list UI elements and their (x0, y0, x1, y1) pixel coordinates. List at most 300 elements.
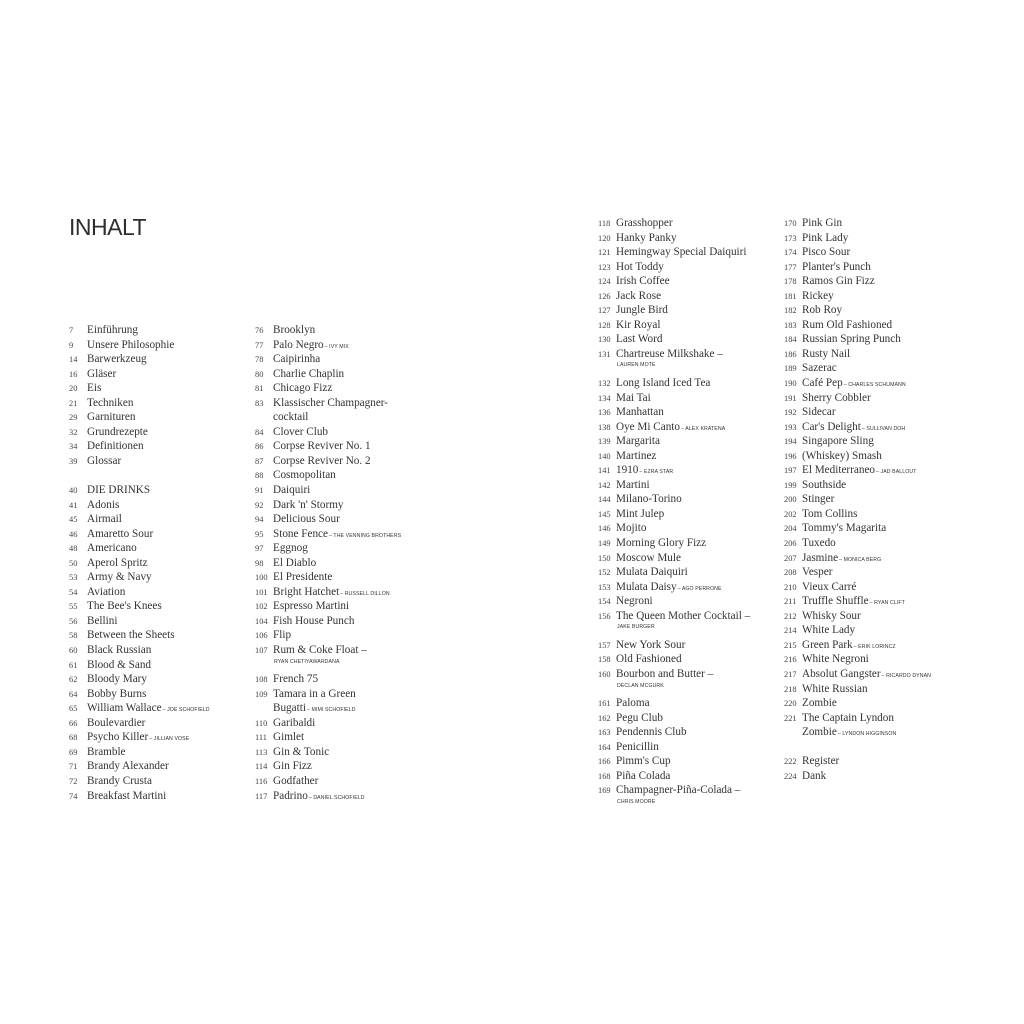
page-number: 191 (784, 393, 797, 403)
page-number: 86 (255, 442, 264, 452)
toc-entry (255, 397, 475, 412)
entry-title: Negroni (616, 595, 653, 608)
page-number: 29 (69, 413, 78, 423)
entry-title: Caipirinha (273, 353, 321, 366)
page-number: 142 (598, 480, 611, 490)
entry-title: Singapore Sling (802, 435, 874, 448)
page-number: 184 (784, 335, 797, 345)
entry-title: Rusty Nail (802, 347, 851, 360)
page-number: 134 (598, 393, 611, 403)
toc-entry (784, 566, 1004, 581)
entry-title: Jasmine (802, 551, 839, 564)
page-number: 21 (69, 398, 78, 408)
entry-title: Piña Colada (616, 769, 671, 782)
entry-title: Stinger (802, 493, 835, 506)
toc-entry (255, 644, 475, 659)
entry-title: Bright Hatchet (273, 585, 340, 598)
page-number: 174 (784, 248, 797, 258)
page-number: 190 (784, 379, 797, 389)
entry-title: Morning Glory Fizz (616, 537, 707, 550)
entry-title: Between the Sheets (87, 629, 175, 642)
page-number: 197 (784, 466, 797, 476)
page-number: 117 (255, 791, 268, 801)
toc-entry (784, 479, 1004, 494)
entry-title: Zombie (802, 697, 837, 710)
toc-entry (784, 450, 1004, 465)
entry-title-continued: Zombie (802, 726, 837, 739)
entry-title-continued: Bugatti (273, 702, 306, 715)
entry-title: Green Park (802, 638, 853, 651)
page-number: 120 (598, 233, 611, 243)
page-number: 9 (69, 340, 74, 350)
toc-entry (255, 426, 475, 441)
page-number: 161 (598, 699, 611, 709)
entry-title: Cosmopolitan (273, 469, 336, 482)
entry-title: Boulevardier (87, 716, 146, 729)
page-number: 153 (598, 582, 611, 592)
entry-title: Mojito (616, 522, 647, 535)
entry-title: Oye Mi Canto (616, 420, 681, 433)
entry-title: Last Word (616, 333, 663, 346)
toc-entry (784, 639, 1004, 654)
toc-entry (784, 624, 1004, 639)
page-number: 46 (69, 529, 78, 539)
entry-title: Irish Coffee (616, 275, 670, 288)
entry-title: 1910 (616, 464, 639, 477)
page-number: 224 (784, 771, 797, 781)
page-number: 204 (784, 524, 797, 534)
entry-title: Flip (273, 629, 292, 642)
entry-title: Pink Lady (802, 231, 849, 244)
entry-title: Register (802, 755, 840, 768)
entry-title: Grasshopper (616, 217, 673, 229)
toc-entry (784, 712, 1004, 727)
entry-title: Charlie Chaplin (273, 367, 345, 380)
page-number: 141 (598, 466, 611, 476)
page-number: 186 (784, 349, 797, 359)
page-number: 68 (69, 733, 78, 743)
entry-title: Gläser (87, 367, 117, 380)
page-number: 130 (598, 335, 611, 345)
page-number: 160 (598, 669, 611, 679)
toc-entry (255, 324, 475, 339)
page-number: 196 (784, 451, 797, 461)
page-number: 110 (255, 718, 268, 728)
entry-title: Glossar (87, 454, 122, 467)
toc-entry (784, 595, 1004, 610)
page-number: 20 (69, 384, 78, 394)
entry-title: Paloma (616, 697, 650, 710)
entry-title-continued: cocktail (273, 411, 309, 424)
toc-entry (784, 581, 1004, 596)
entry-title: Bloody Mary (87, 673, 147, 686)
page-number: 173 (784, 233, 797, 243)
page-number: 170 (784, 219, 797, 228)
page-number: 212 (784, 611, 797, 621)
page-number: 217 (784, 669, 797, 679)
toc-entry (255, 339, 475, 354)
entry-title: Psycho Killer (87, 731, 149, 744)
toc-entry (784, 392, 1004, 407)
entry-title: Rob Roy (802, 304, 843, 317)
page-number: 121 (598, 248, 611, 258)
entry-title: Corpse Reviver No. 2 (273, 454, 371, 467)
toc-entry (255, 717, 475, 732)
entry-title: Aviation (87, 585, 126, 598)
entry-title: Klassischer Champagner- (273, 396, 389, 409)
entry-title: Bobby Burns (87, 687, 147, 700)
entry-title: Pimm's Cup (616, 755, 671, 768)
page-number: 111 (255, 733, 267, 743)
section-gap (784, 741, 1004, 756)
entry-title: Garnituren (87, 411, 136, 424)
toc-entry (784, 421, 1004, 436)
page-number: 156 (598, 611, 611, 621)
entry-author: – JAD BALLOUT (876, 469, 917, 476)
toc-entry (255, 353, 475, 368)
entry-title: Martinez (616, 449, 657, 462)
page-number: 193 (784, 422, 797, 432)
entry-title: Army & Navy (87, 571, 152, 584)
toc-column-2 (255, 324, 475, 804)
page-number: 132 (598, 379, 611, 389)
page-number: 220 (784, 699, 797, 709)
page-number: 58 (69, 631, 78, 641)
toc-entry (255, 411, 475, 426)
entry-title: Eggnog (273, 542, 308, 555)
page-number: 34 (69, 442, 78, 452)
page-number: 113 (255, 747, 268, 757)
entry-author: – DANIEL SCHOFIELD (308, 794, 365, 801)
page-number: 41 (69, 500, 78, 510)
toc-entry (784, 770, 1004, 785)
entry-title: Corpse Reviver No. 1 (273, 440, 371, 453)
toc-entry (784, 362, 1004, 377)
entry-title: Pendennis Club (616, 726, 687, 739)
entry-title: Americano (87, 542, 137, 555)
toc-entry (784, 290, 1004, 305)
page-number: 76 (255, 326, 264, 335)
toc-entry (255, 790, 475, 805)
page-number: 72 (69, 776, 78, 786)
entry-title: Gin & Tonic (273, 745, 330, 758)
page-number: 54 (69, 587, 78, 597)
entry-title: Unsere Philosophie (87, 338, 175, 351)
page-number: 94 (255, 515, 264, 525)
entry-title: White Russian (802, 682, 868, 695)
toc-entry (255, 571, 475, 586)
toc-entry (784, 653, 1004, 668)
entry-author: – LYNDON HIGGINSON (837, 731, 897, 738)
entry-author: – ALEX KRATENA (681, 425, 726, 432)
entry-title: Brandy Crusta (87, 774, 152, 787)
page-number: 81 (255, 384, 264, 394)
page-number: 101 (255, 587, 268, 597)
entry-title: Bellini (87, 614, 118, 627)
page-number: 211 (784, 597, 797, 607)
toc-entry (255, 731, 475, 746)
page-number: 116 (255, 776, 268, 786)
entry-title: Daiquiri (273, 484, 311, 497)
toc-entry (784, 232, 1004, 247)
toc-entry (255, 528, 475, 543)
entry-author: – ERIK LORINCZ (853, 643, 896, 650)
entry-title: Long Island Iced Tea (616, 377, 711, 390)
page-number: 32 (69, 427, 78, 437)
page-number: 149 (598, 539, 611, 549)
entry-title: Gin Fizz (273, 760, 312, 773)
entry-author: RYAN CHETIYAWARDANA (274, 658, 340, 665)
entry-title: Palo Negro (273, 338, 324, 351)
page-number: 40 (69, 486, 78, 496)
entry-title: William Wallace (87, 702, 162, 715)
page-number: 45 (69, 515, 78, 525)
entry-title: Tommy's Magarita (802, 522, 887, 535)
entry-author: – RYAN CLIFT (869, 600, 905, 607)
entry-title: Hot Toddy (616, 260, 664, 273)
page-number: 208 (784, 568, 797, 578)
page-number: 183 (784, 320, 797, 330)
page-number: 80 (255, 369, 264, 379)
page-number: 53 (69, 573, 78, 583)
page-number: 140 (598, 451, 611, 461)
entry-title: Stone Fence (273, 527, 328, 540)
toc-entry (784, 552, 1004, 567)
entry-title: Russian Spring Punch (802, 333, 901, 346)
entry-author: LAUREN MOTE (617, 362, 656, 369)
toc-entry (784, 610, 1004, 625)
page-number: 158 (598, 655, 611, 665)
entry-title: Barwerkzeug (87, 353, 147, 366)
page-number: 114 (255, 762, 268, 772)
entry-title: Adonis (87, 498, 120, 511)
page-number: 163 (598, 728, 611, 738)
toc-entry (784, 377, 1004, 392)
entry-title: Fish House Punch (273, 614, 355, 627)
page-number: 166 (598, 757, 611, 767)
page-number: 102 (255, 602, 268, 612)
entry-title: Tuxedo (802, 537, 836, 550)
page-number: 64 (69, 689, 78, 699)
entry-title: Sazerac (802, 362, 837, 375)
entry-title: Gimlet (273, 731, 305, 744)
toc-entry (255, 659, 475, 674)
entry-title: Dank (802, 769, 827, 782)
toc-entry (255, 688, 475, 703)
toc-entry (255, 499, 475, 514)
page-number: 206 (784, 539, 797, 549)
toc-entry (255, 746, 475, 761)
page-number: 138 (598, 422, 611, 432)
entry-title: Amaretto Sour (87, 527, 154, 540)
page-number: 215 (784, 640, 797, 650)
toc-entry (784, 755, 1004, 770)
toc-entry (784, 319, 1004, 334)
toc-entry (255, 586, 475, 601)
toc-entry (255, 542, 475, 557)
page-number: 128 (598, 320, 611, 330)
page-number: 65 (69, 704, 78, 714)
page-number: 131 (598, 349, 611, 359)
entry-title: Sidecar (802, 406, 836, 419)
entry-title: Southside (802, 478, 847, 491)
entry-title: Mint Julep (616, 507, 665, 520)
entry-title: Mulata Daisy (616, 580, 677, 593)
entry-title: Penicillin (616, 740, 659, 753)
entry-title: Chicago Fizz (273, 382, 333, 395)
page-number: 222 (784, 757, 797, 767)
page-number: 7 (69, 326, 74, 335)
entry-title: Kir Royal (616, 318, 661, 331)
entry-title: Old Fashioned (616, 653, 682, 666)
page-number: 145 (598, 509, 611, 519)
toc-entry (255, 775, 475, 790)
entry-title: Godfather (273, 774, 319, 787)
entry-author: – CHARLES SCHUMANN (843, 382, 906, 389)
toc-entry (784, 697, 1004, 712)
entry-title: Hanky Panky (616, 231, 677, 244)
entry-title: Bramble (87, 745, 126, 758)
page-number: 88 (255, 471, 264, 481)
page-number: 50 (69, 558, 78, 568)
entry-title: El Mediterraneo (802, 464, 875, 477)
page-number: 92 (255, 500, 264, 510)
entry-title: Dark 'n' Stormy (273, 498, 344, 511)
entry-title: Chartreuse Milkshake – (616, 347, 723, 360)
toc-entry (255, 760, 475, 775)
entry-author: – THE VENNING BROTHERS (329, 532, 402, 539)
page-number: 109 (255, 689, 268, 699)
entry-title: Blood & Sand (87, 658, 152, 671)
page-number: 194 (784, 437, 797, 447)
page-number: 144 (598, 495, 611, 505)
entry-title: Champagner-Piña-Colada – (616, 784, 741, 797)
page-number: 157 (598, 640, 611, 650)
entry-title: Pink Gin (802, 217, 843, 229)
entry-title: Clover Club (273, 425, 329, 438)
entry-title: Techniken (87, 396, 134, 409)
entry-title: Car's Delight (802, 420, 861, 433)
page-number: 202 (784, 509, 797, 519)
page-number: 124 (598, 277, 611, 287)
entry-title: New York Sour (616, 638, 686, 651)
entry-title: Truffle Shuffle (802, 595, 869, 608)
page-number: 71 (69, 762, 78, 772)
page-number: 66 (69, 718, 78, 728)
toc-entry (784, 348, 1004, 363)
entry-title: Margarita (616, 435, 660, 448)
page-number: 210 (784, 582, 797, 592)
toc-entry (255, 600, 475, 615)
page-number: 136 (598, 408, 611, 418)
entry-author: – MONICA BERG (839, 556, 882, 563)
entry-title: Milano-Torino (616, 493, 682, 506)
entry-title: (Whiskey) Smash (802, 449, 882, 462)
toc-entry (784, 217, 1004, 232)
toc-entry (255, 615, 475, 630)
page-number: 182 (784, 306, 797, 316)
entry-title: Bourbon and Butter – (616, 667, 714, 680)
entry-title: Hemingway Special Daiquiri (616, 246, 747, 259)
toc-entry (784, 304, 1004, 319)
page-number: 162 (598, 713, 611, 723)
page-number: 168 (598, 771, 611, 781)
toc-entry (784, 683, 1004, 698)
page-number: 154 (598, 597, 611, 607)
entry-author: – SULLIVAN DOH (861, 425, 906, 432)
entry-title: White Lady (802, 624, 856, 637)
entry-title: Mulata Daiquiri (616, 566, 688, 579)
entry-title: Martini (616, 478, 650, 491)
page-number: 152 (598, 568, 611, 578)
toc-entry (255, 513, 475, 528)
toc-entry (784, 275, 1004, 290)
toc-entry (255, 455, 475, 470)
entry-title: Aperol Spritz (87, 556, 148, 569)
toc-entry (784, 261, 1004, 276)
page-number: 107 (255, 646, 268, 656)
entry-author: CHRIS MOORE (617, 798, 656, 805)
entry-title: The Captain Lyndon (802, 711, 894, 724)
page-number: 60 (69, 646, 78, 656)
page-number: 150 (598, 553, 611, 563)
entry-title: Pisco Sour (802, 246, 851, 259)
entry-title: Grundrezepte (87, 425, 148, 438)
page-number: 104 (255, 616, 268, 626)
page-number: 214 (784, 626, 797, 636)
page-number: 139 (598, 437, 611, 447)
entry-title: Rickey (802, 289, 834, 302)
toc-entry (784, 537, 1004, 552)
entry-title: Vieux Carré (802, 580, 857, 593)
entry-title: Rum Old Fashioned (802, 318, 893, 331)
page-number: 74 (69, 791, 78, 801)
page-number: 83 (255, 398, 264, 408)
entry-title: Airmail (87, 513, 122, 526)
entry-author: DECLAN MCGURK (617, 682, 664, 689)
page-number: 91 (255, 486, 264, 496)
toc-entry (598, 784, 818, 799)
entry-title: Ramos Gin Fizz (802, 275, 875, 288)
page-number: 218 (784, 684, 797, 694)
toc-entry (255, 484, 475, 499)
toc-column-4 (784, 217, 1004, 784)
page-number: 216 (784, 655, 797, 665)
toc-entry (255, 382, 475, 397)
entry-title: Tamara in a Green (273, 687, 356, 700)
page-number: 87 (255, 456, 264, 466)
entry-author: – RICARDO DYNAN (881, 672, 931, 679)
page-number: 56 (69, 616, 78, 626)
entry-title: Definitionen (87, 440, 144, 453)
entry-title: Tom Collins (802, 507, 858, 520)
toc-entry (784, 668, 1004, 683)
page-number: 108 (255, 675, 268, 685)
entry-title: The Queen Mother Cocktail – (616, 609, 751, 622)
entry-title: Espresso Martini (273, 600, 350, 613)
page-number: 95 (255, 529, 264, 539)
toc-entry (784, 464, 1004, 479)
entry-title: The Bee's Knees (87, 600, 162, 613)
page-number: 199 (784, 480, 797, 490)
entry-author: – EZRA STAR (639, 469, 674, 476)
toc-entry (784, 406, 1004, 421)
page-number: 39 (69, 456, 78, 466)
entry-author: – JOE SCHOFIELD (162, 707, 210, 714)
entry-title: Mai Tai (616, 391, 651, 404)
entry-author: – MIMI SCHOFIELD (306, 707, 356, 714)
toc-entry (784, 522, 1004, 537)
